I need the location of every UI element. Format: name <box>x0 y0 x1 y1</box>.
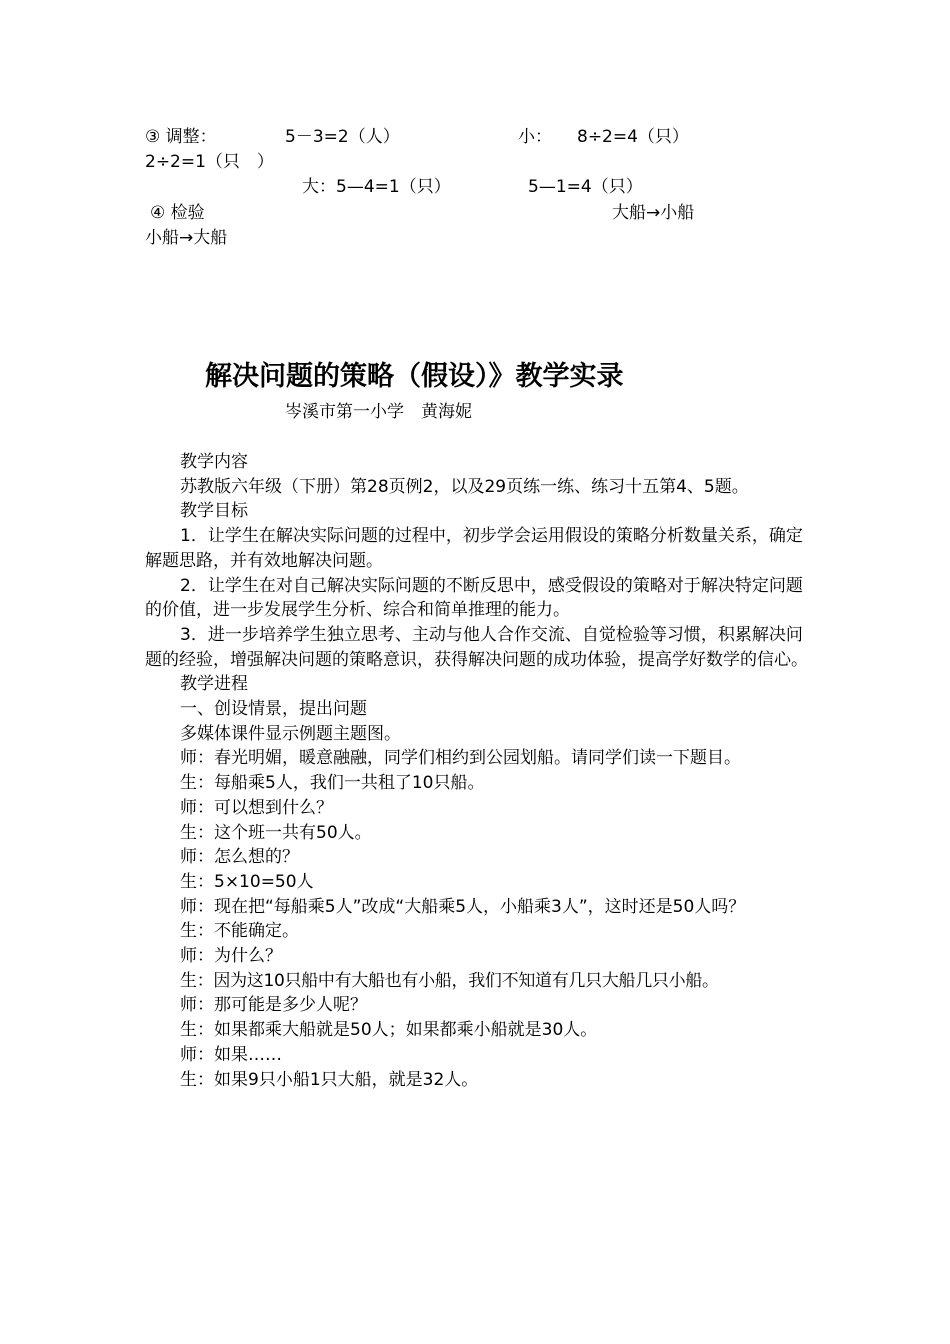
dialogue-line: 生：因为这10只船中有大船也有小船，我们不知道有几只大船几只小船。 <box>180 970 719 991</box>
dialogue-line: 师：怎么想的？ <box>180 847 299 868</box>
section-heading: 教学内容 <box>180 452 248 472</box>
dialogue-line: 师：现在把“每船乘5人”改成“大船乘5人，小船乘3人”，这时还是50人吗？ <box>180 896 746 917</box>
check-label: ④ 检验 <box>150 203 205 223</box>
paragraph: 苏教版六年级（下册）第28页例2，以及29页练一练、练习十五第4、5题。 <box>180 476 749 497</box>
paragraph: 2．让学生在对自己解决实际问题的不断反思中，感受假设的策略对于解决特定问题的价值，进一步发展学生分析、综合和简单推理的能力。 <box>145 575 803 621</box>
division-line: 2÷2=1（只 ） <box>145 152 274 172</box>
dialogue-line: 师：春光明媚，暖意融融，同学们相约到公园划船。请同学们读一下题目。 <box>180 748 741 769</box>
dialogue-line: 师：如果…… <box>180 1044 282 1065</box>
paragraph: 一、创设情景，提出问题 <box>180 699 367 720</box>
dialogue-line: 生：不能确定。 <box>180 921 299 942</box>
dialogue-line: 生：如果都乘大船就是50人；如果都乘小船就是30人。 <box>180 1020 598 1041</box>
dialogue-line: 生：如果9只小船1只大船，就是32人。 <box>180 1069 479 1090</box>
adjust-equation: 5－3=2（人） <box>285 127 400 147</box>
big-equation-2: 5—1=4（只） <box>528 177 643 197</box>
document-body <box>145 450 810 1092</box>
dialogue-line: 生：5×10=50人 <box>180 871 314 892</box>
adjust-label: ③ 调整： <box>145 127 217 147</box>
paragraph: 1．让学生在解决实际问题的过程中，初步学会运用假设的策略分析数量关系，确定解题思路，并有效地解决问题。 <box>145 526 803 571</box>
dialogue-line: 生：这个班一共有50人。 <box>180 822 372 843</box>
small-label: 小： <box>518 127 552 147</box>
section-heading: 教学目标 <box>180 501 248 522</box>
section-heading: 教学进程 <box>180 674 248 695</box>
dialogue-line: 生：每船乘5人，我们一共租了10只船。 <box>180 773 485 794</box>
small-equation: 8÷2=4（只） <box>577 127 689 147</box>
small-to-big: 小船→大船 <box>145 228 228 248</box>
big-equation-1: 大：5—4=1（只） <box>302 177 451 197</box>
author-line: 岑溪市第一小学 黄海妮 <box>285 402 472 422</box>
big-to-small: 大船→小船 <box>612 203 695 223</box>
document-title: 解决问题的策略（假设）》教学实录 <box>205 361 624 392</box>
paragraph: 3．进一步培养学生独立思考、主动与他人合作交流、自觉检验等习惯，积累解决问题的经验，增强解决问题的策略意识，获得解决问题的成功体验，提高学好数学的信心。 <box>145 624 808 670</box>
dialogue-line: 师：为什么？ <box>180 946 282 967</box>
dialogue-line: 师：那可能是多少人呢？ <box>180 995 367 1016</box>
paragraph: 多媒体课件显示例题主题图。 <box>180 723 401 744</box>
dialogue-line: 师：可以想到什么？ <box>180 797 333 818</box>
